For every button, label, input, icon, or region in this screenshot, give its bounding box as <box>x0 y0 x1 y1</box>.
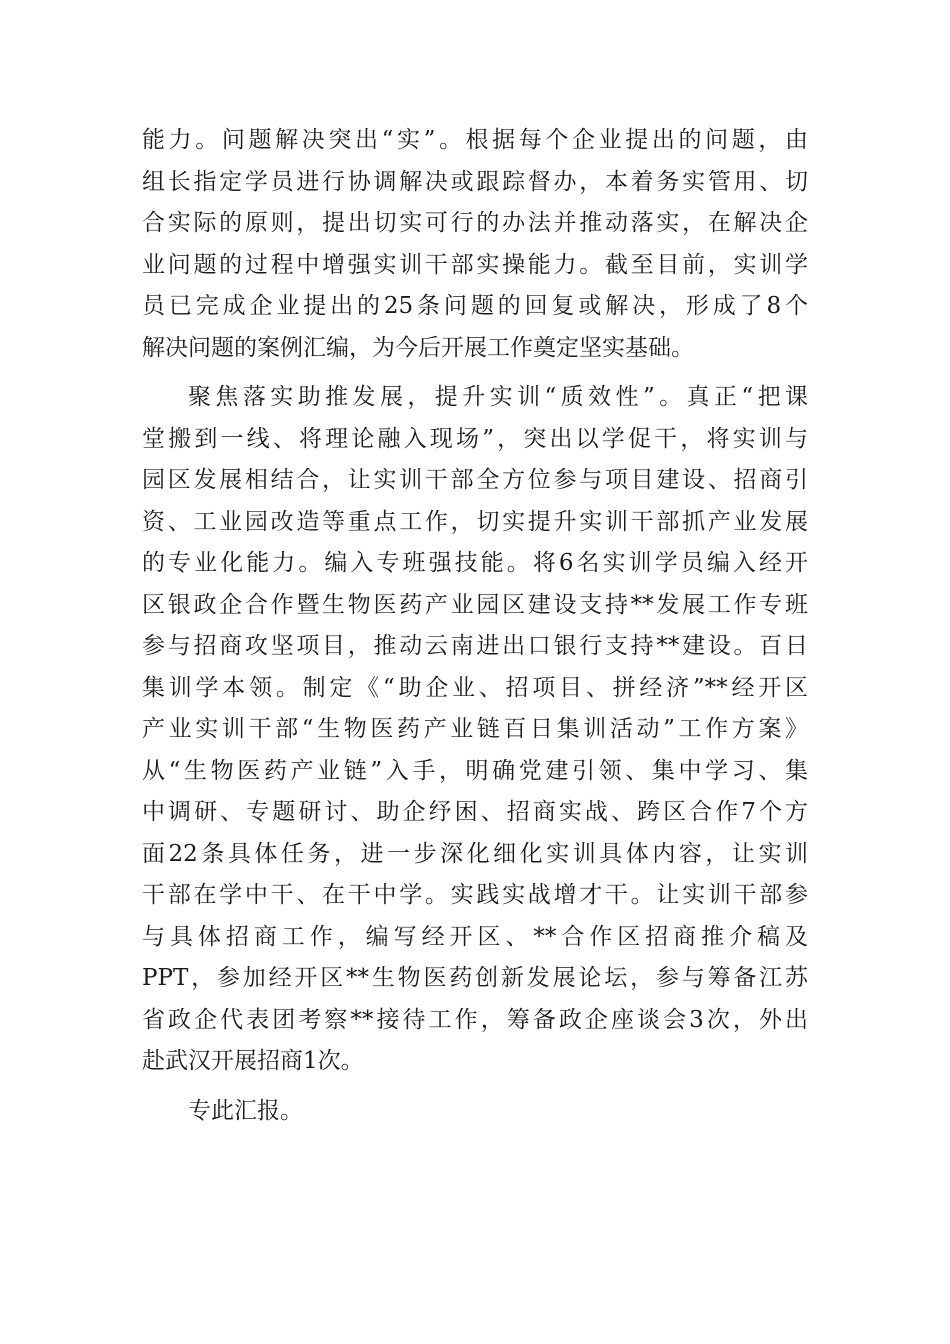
paragraph-training-effectiveness <box>142 377 808 1083</box>
text-line: 能力。问题解决突出“实”。根据每个企业提出的问题，由 <box>142 127 808 153</box>
closing-line: 专此汇报。 <box>188 1097 303 1124</box>
text-line: 从“生物医药产业链”入手，明确党建引领、集中学习、集 <box>142 757 808 784</box>
document-body <box>142 120 808 1132</box>
text-line: 堂搬到一线、将理论融入现场”，突出以学促干，将实训与 <box>142 425 808 452</box>
text-line: 组长指定学员进行协调解决或跟踪督办，本着务实管用、切 <box>142 168 808 195</box>
paragraph-spacer <box>142 1083 808 1091</box>
paragraph-problem-solving <box>142 120 808 369</box>
text-line: 业问题的过程中增强实训干部实操能力。截至目前，实训学 <box>142 251 808 278</box>
text-line: 赴武汉开展招商1次。 <box>142 1048 364 1074</box>
text-line: 与具体招商工作，编写经开区、**合作区招商推介稿及 <box>142 923 808 950</box>
text-line: 面22条具体任务，进一步深化细化实训具体内容，让实训 <box>142 840 808 867</box>
text-line: 资、工业园改造等重点工作，切实提升实训干部抓产业发展 <box>142 508 808 535</box>
paragraph-closing <box>142 1091 808 1133</box>
text-line: 集训学本领。制定《“助企业、招项目、拼经济”**经开区 <box>142 674 808 701</box>
text-line: 合实际的原则，提出切实可行的办法并推动落实，在解决企 <box>142 210 808 236</box>
text-line: 解决问题的案例汇编，为今后开展工作奠定坚实基础。 <box>142 334 694 361</box>
paragraph-spacer <box>142 369 808 377</box>
text-line: 聚焦落实助推发展，提升实训“质效性”。真正“把课 <box>188 384 808 410</box>
text-line: 园区发展相结合，让实训干部全方位参与项目建设、招商引 <box>142 467 808 493</box>
text-line: 中调研、专题研讨、助企纾困、招商实战、跨区合作7个方 <box>142 799 808 825</box>
text-line: 省政企代表团考察**接待工作，筹备政企座谈会3次，外出 <box>142 1006 808 1033</box>
text-line: 区银政企合作暨生物医药产业园区建设支持**发展工作专班 <box>142 591 808 618</box>
text-line: 的专业化能力。编入专班强技能。将6名实训学员编入经开 <box>142 550 808 576</box>
text-line: 员已完成企业提出的25条问题的回复或解决，形成了8个 <box>142 293 808 319</box>
text-line: 干部在学中干、在干中学。实践实战增才干。让实训干部参 <box>142 882 808 908</box>
text-line: 参与招商攻坚项目，推动云南进出口银行支持**建设。百日 <box>142 633 808 659</box>
text-line: PPT，参加经开区**生物医药创新发展论坛，参与筹备江苏 <box>142 965 808 991</box>
text-line: 产业实训干部“生物医药产业链百日集训活动”工作方案》 <box>142 716 808 742</box>
